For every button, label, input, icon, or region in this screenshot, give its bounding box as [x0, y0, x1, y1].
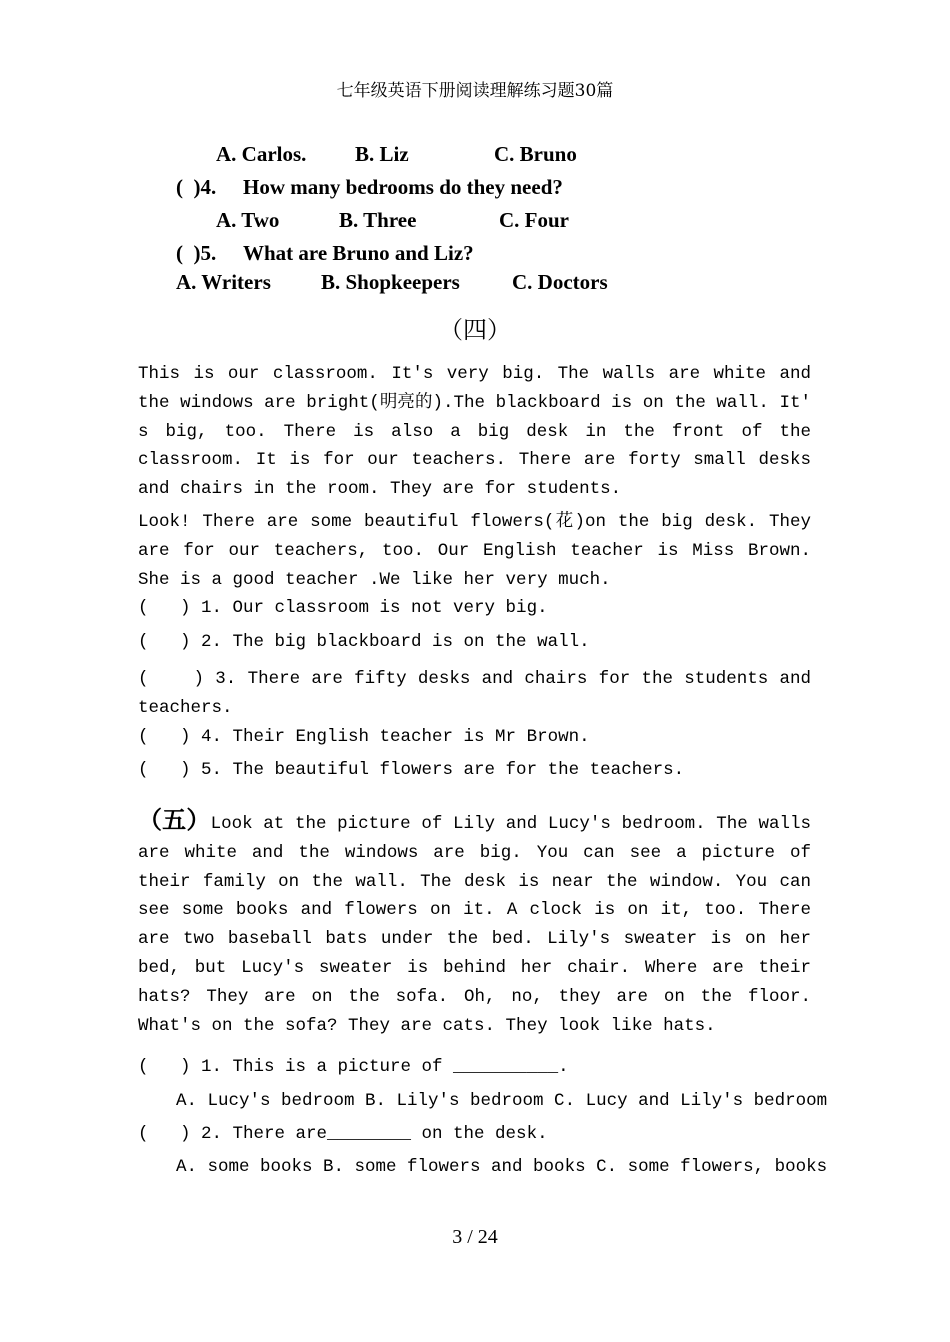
true-false-question: ( ) 2. The big blackboard is on the wall. [138, 632, 590, 652]
passage-paragraph: This is our classroom. It's very big. The walls are white and the windows are bright(明亮的).The blackboard is on the wall. It' s big, too. There is also a big desk in the front of the classroom. It is for our teachers. There are forty small desks and chairs in the room. They are for students. [138, 364, 811, 500]
answer-options: A. some books B. some flowers and books C. some flowers, books [176, 1157, 828, 1177]
question-bracket: ( )4. [176, 175, 217, 199]
true-false-question: ( ) 5. The beautiful flowers are for the teachers. [138, 760, 685, 780]
option-b: B. Liz [355, 142, 409, 166]
true-false-question: ( ) 4. Their English teacher is Mr Brown. [138, 727, 590, 747]
question-text: How many bedrooms do they need? [243, 175, 563, 199]
passage-text: Look at the picture of Lily and Lucy's bedroom. The walls are white and the windows are big. You can see a picture of their family on the wall. The desk is near the window. You can see some books and flowers on it. A clock is on it, too. There are two baseball bats under the bed. Lily's sweater is on her bed, but Lucy's sweater is behind her chair. Where are their hats? They are on the sofa. Oh, no, they are on the floor. What's on the sofa? They are cats. They look like hats. [138, 814, 811, 1036]
option-c: C. Bruno [494, 142, 577, 166]
true-false-question: ( ) 1. Our classroom is not very big. [138, 598, 548, 618]
option-b: B. Shopkeepers [321, 270, 460, 294]
section-title: （五） [138, 805, 211, 834]
option-a: A. Carlos. [216, 142, 307, 166]
answer-options: A. Lucy's bedroom B. Lily's bedroom C. Lucy and Lily's bedroom [176, 1091, 828, 1111]
passage-paragraph: Look! There are some beautiful flowers(花)on the big desk. They are for our teachers, too. Our English teacher is Miss Brown. She is a good teacher .We like her very much. [138, 512, 811, 590]
section-title: （四） [439, 316, 511, 344]
page-header: 七年级英语下册阅读理解练习题30篇 [336, 81, 614, 101]
multiple-choice-question: ( ) 2. There are________ on the desk. [138, 1124, 548, 1144]
passage-paragraph [138, 806, 811, 1040]
option-c: C. Four [499, 208, 569, 232]
multiple-choice-question: ( ) 1. This is a picture of __________. [138, 1057, 569, 1077]
option-a: A. Writers [176, 270, 271, 294]
page-number: 3 / 24 [452, 1226, 498, 1248]
option-c: C. Doctors [512, 270, 608, 294]
option-b: B. Three [339, 208, 417, 232]
question-bracket: ( )5. [176, 241, 217, 265]
question-text: What are Bruno and Liz? [243, 241, 474, 265]
option-a: A. Two [216, 208, 280, 232]
true-false-question: ( ) 3. There are fifty desks and chairs for the students and teachers. [138, 669, 811, 718]
